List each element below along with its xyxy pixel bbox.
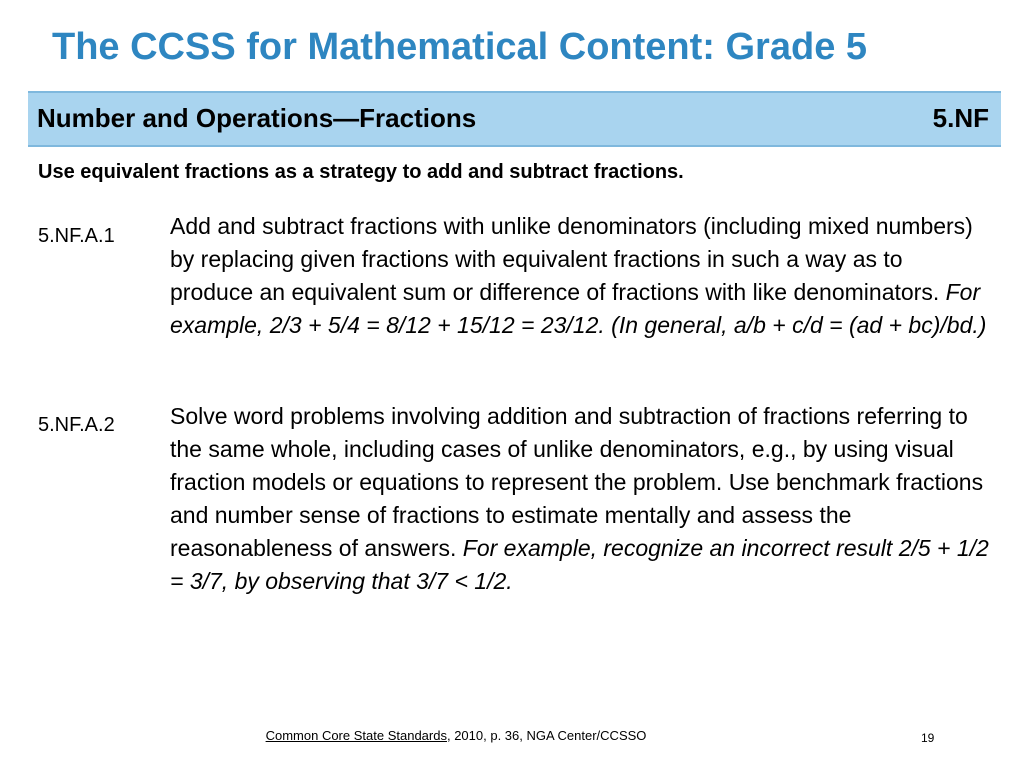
standard-text: Solve word problems involving addition and subtraction of fractions referring to the same whole, including cases of unlike denominators, e.g., by using visual fraction models or equations to represent the problem. Use benchmark fractions and number sense of fractions to estimate mentally and assess the reasonableness of answers. [170,403,984,561]
slide-title: The CCSS for Mathematical Content: Grade 5 [52,26,868,68]
citation-details: , 2010, p. 36, NGA Center/CCSSO [446,728,647,743]
source-link[interactable]: Common Core State Standards [265,728,447,743]
standard-text: Add and subtract fractions with unlike denominators (including mixed numbers) by replacing given fractions with equivalent fractions in such a way as to produce an equivalent sum or difference of fractions with like denominators. [170,213,973,305]
cluster-heading: Use equivalent fractions as a strategy to add and subtract fractions. [38,161,684,183]
standard-example: For example, recognize an incorrect result 2/5 + 1/2 = 3/7, by observing that 3/7 < 1/2. [170,535,989,594]
standard-code: 5.NF.A.2 [38,414,115,436]
standard-description [170,210,992,342]
page-number: 19 [921,731,935,745]
footer-citation [0,728,912,743]
standard-code: 5.NF.A.1 [38,225,115,247]
standard-example: For example, 2/3 + 5/4 = 8/12 + 15/12 = 23/12. (In general, a/b + c/d = (ad + bc)/bd.) [170,279,987,338]
domain-banner [28,91,1001,147]
domain-code: 5.NF [932,103,989,133]
domain-name: Number and Operations—Fractions [37,103,477,133]
standard-description [170,400,992,598]
